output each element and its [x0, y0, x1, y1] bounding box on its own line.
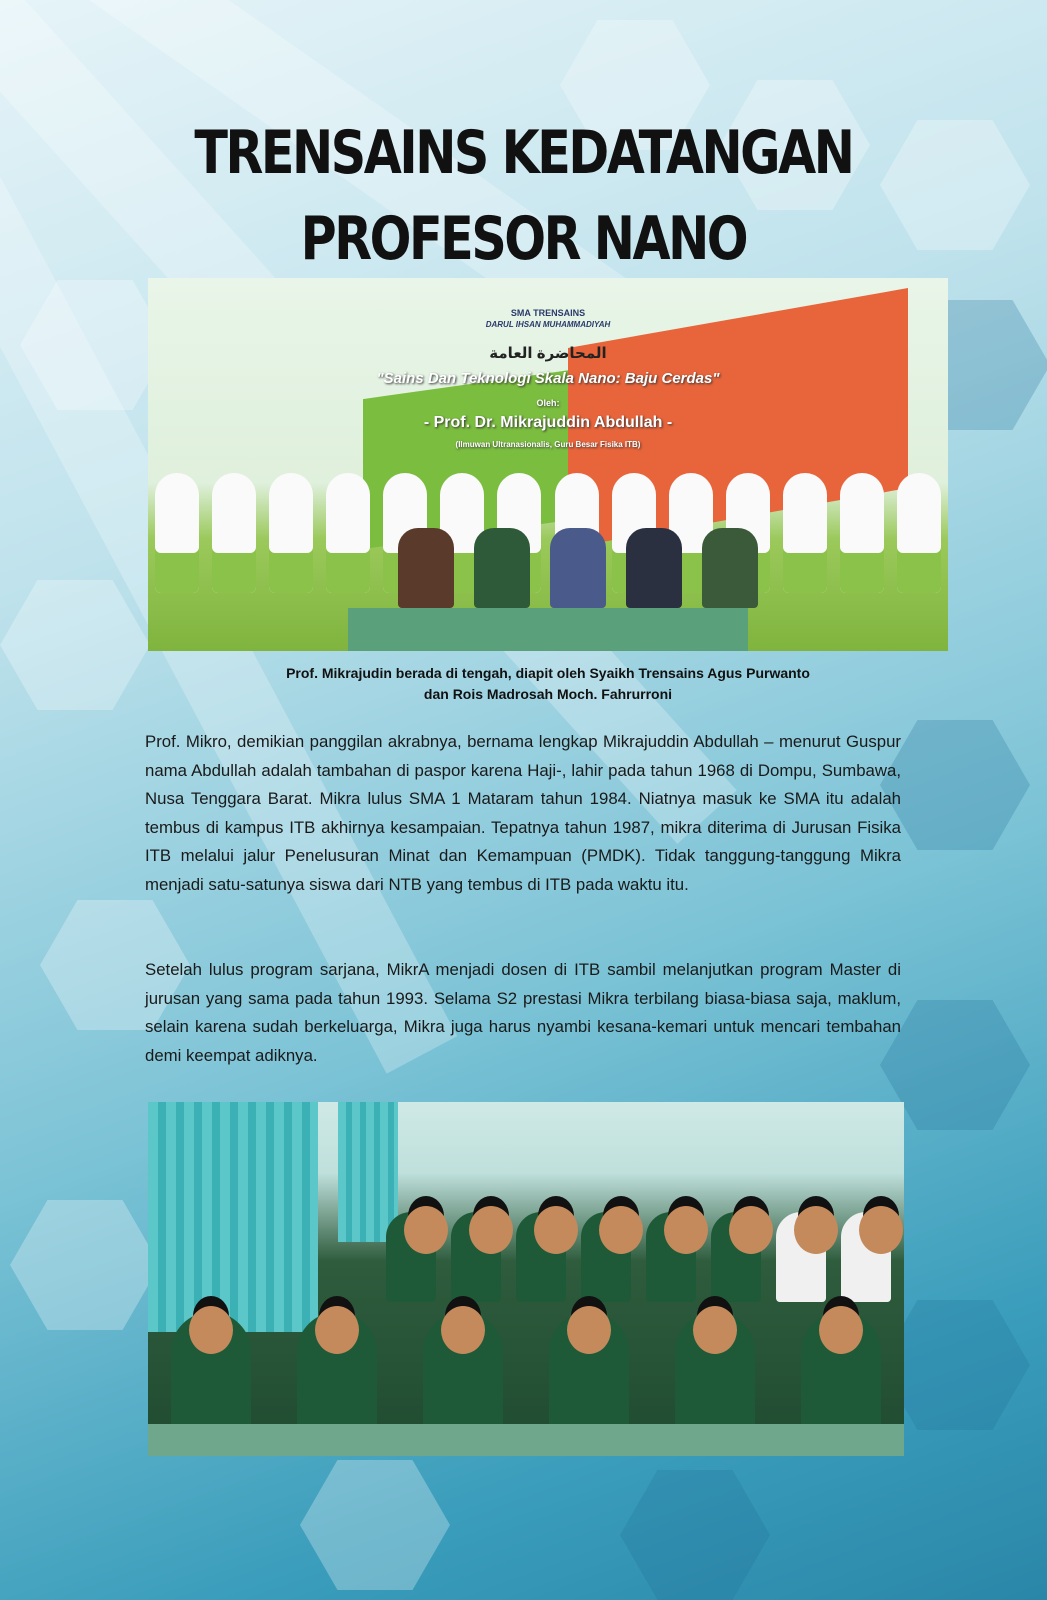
title-line-2: PROFESOR NANO: [300, 204, 747, 274]
page-title: [94, 110, 953, 282]
banner-speaker-desc: (Ilmuwan Ultranasionalis, Guru Besar Fisika ITB): [455, 440, 641, 449]
curtain-left: [148, 1102, 318, 1332]
photo-caption: [148, 663, 948, 705]
banner-speaker: - Prof. Dr. Mikrajuddin Abdullah -: [423, 414, 673, 431]
banner-arabic: المحاضرة العامة: [489, 345, 607, 362]
banner-by: Oleh:: [536, 398, 560, 408]
students-back-rows: [378, 1212, 898, 1302]
photo-students-classroom: [148, 1102, 904, 1456]
banner-topic: "Sains Dan Teknologi Skala Nano: Baju Cerdas": [376, 370, 720, 387]
caption-line-1: Prof. Mikrajudin berada di tengah, diapit oleh Syaikh Trensains Agus Purwanto: [286, 665, 810, 681]
banner-school-line2: DARUL IHSAN MUHAMMADIYAH: [485, 320, 611, 329]
classroom-table: [148, 1424, 904, 1456]
seated-guests: [388, 528, 768, 608]
green-table: [348, 608, 748, 651]
banner-school-line1: SMA TRENSAINS: [510, 308, 586, 318]
title-line-1: TRENSAINS KEDATANGAN: [194, 118, 853, 188]
paragraph-2: Setelah lulus program sarjana, MikrA menjadi dosen di ITB sambil melanjutkan program Master di jurusan yang sama pada tahun 1993. Selama S2 prestasi Mikra terbilang biasa-biasa saja, maklum, selain karena sudah berkeluarga, Mikra juga harus nyambi kesana-kemari untuk mencari tembahan demi keempat adiknya.: [145, 960, 901, 1065]
photo-group-banner: [148, 278, 948, 651]
paragraph-1: Prof. Mikro, demikian panggilan akrabnya, bernama lengkap Mikrajuddin Abdullah – menurut Guspur nama Abdullah adalah tambahan di paspor karena Haji-, lahir pada tahun 1968 di Dompu, Sumbawa, Nusa Tenggara Barat. Mikra lulus SMA 1 Mataram tahun 1984. Niatnya masuk ke SMA itu adalah tembus di kampus ITB akhirnya kesampaian. Tepatnya tahun 1987, mikra diterima di Jurusan Fisika ITB melalui jalur Penelusuran Minat dan Kemampuan (PMDK). Tidak tanggung-tanggung Mikra menjadi satu-satunya siswa dari NTB yang tembus di ITB pada waktu itu.: [145, 732, 901, 894]
caption-line-2: dan Rois Madrosah Moch. Fahrurroni: [423, 686, 673, 702]
